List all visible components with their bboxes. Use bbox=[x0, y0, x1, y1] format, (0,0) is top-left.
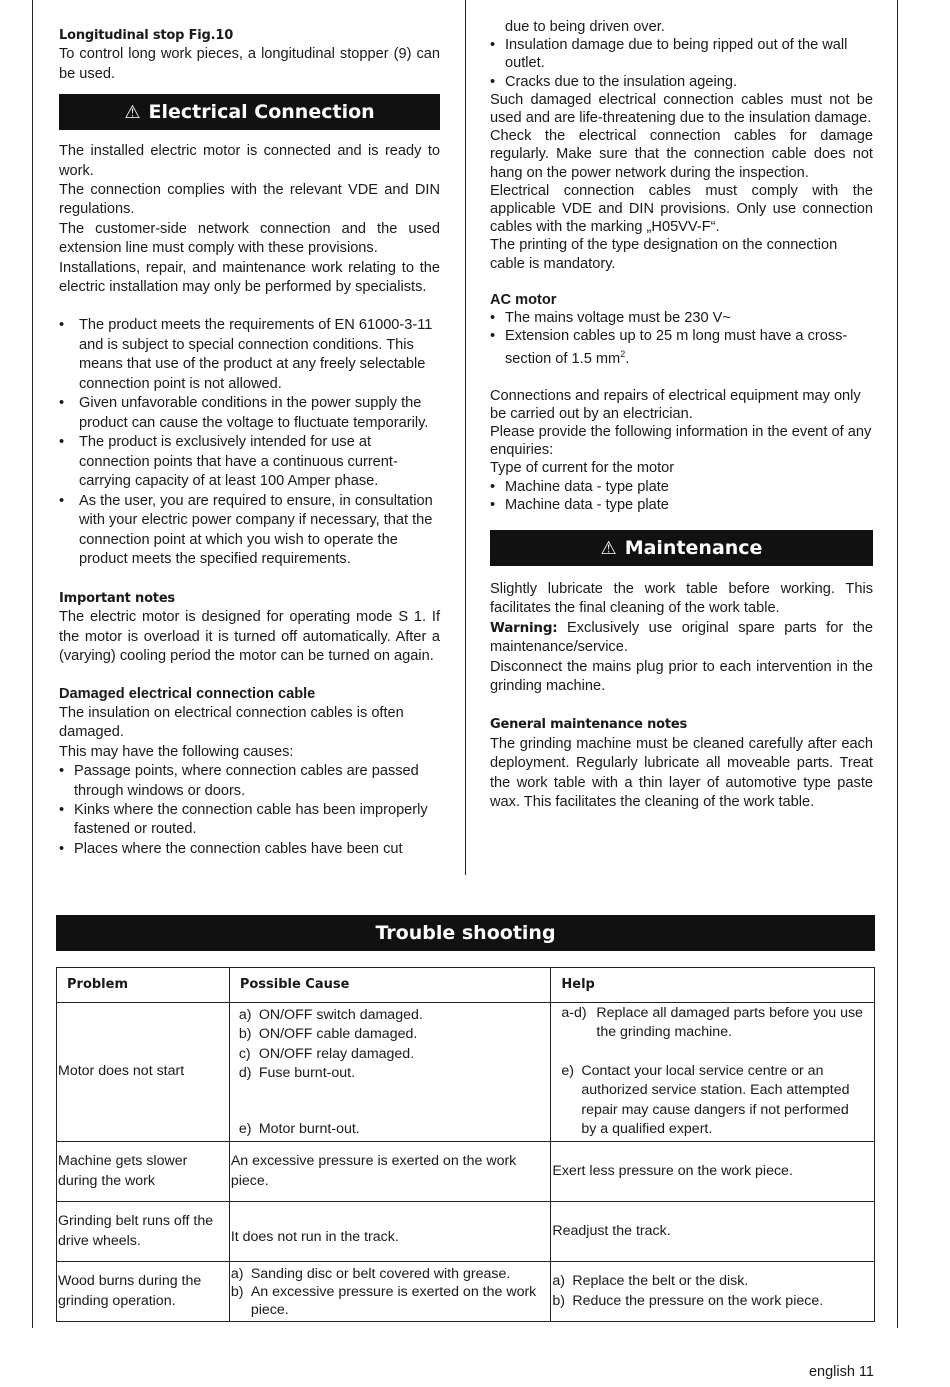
elec-paragraph: The installed electric motor is connected and is ready to work. bbox=[59, 143, 440, 179]
connections-paragraph: Connections and repairs of electrical equipment may only be carried out by an electrician. bbox=[490, 387, 861, 422]
cause-item: c) ON/OFF relay damaged. bbox=[238, 1045, 415, 1062]
superscript-2: 2 bbox=[620, 349, 626, 360]
requirements-list bbox=[59, 316, 440, 570]
help-item: a-d) Replace all damaged parts before you use the grinding machine. bbox=[561, 1005, 863, 1041]
electrical-intro bbox=[59, 142, 440, 297]
important-notes-text: The electric motor is designed for operating mode S 1. If the motor is overload it is turned off automatically. After a (varying) cooling period the motor can be turned on again. bbox=[59, 609, 440, 665]
electrical-connection-banner bbox=[59, 94, 440, 130]
list-item: • Passage points, where connection cables are passed through windows or doors. bbox=[59, 762, 440, 801]
general-maintenance-text: The grinding machine must be cleaned carefully after each deployment. Regularly lubricate all moveable parts. Treat the work table with a thin layer of automotive type paste wax. This facilitates the cleaning of the work table. bbox=[490, 735, 873, 810]
list-item: • The product meets the requirements of EN 61000-3-11 and is subject to special connection conditions. This means that use of the product at any freely selectable connection point is not allowed. bbox=[59, 316, 440, 394]
damaged-cable-text: The insulation on electrical connection cables is often damaged. bbox=[59, 705, 404, 741]
damaged-cable-text: This may have the following causes: bbox=[59, 743, 294, 760]
cable-paragraph: The printing of the type designation on the connection cable is mandatory. bbox=[490, 237, 838, 272]
column-header-help: Help bbox=[551, 968, 875, 1003]
problem-cell: Motor does not start bbox=[57, 1003, 230, 1142]
column-divider bbox=[465, 0, 466, 875]
left-margin-rule bbox=[32, 0, 33, 1328]
connections-paragraph: Please provide the following information in the event of any enquiries: bbox=[490, 423, 872, 459]
continued-line: due to being driven over. bbox=[505, 19, 665, 35]
page-footer: english 11 bbox=[808, 1364, 874, 1380]
problem-cell: Wood burns during the grinding operation. bbox=[57, 1262, 230, 1322]
trouble-shooting-banner bbox=[56, 915, 875, 951]
cause-item: a) ON/OFF switch damaged. bbox=[238, 1007, 423, 1023]
column-header-problem: Problem bbox=[57, 968, 230, 1003]
enquiry-list bbox=[490, 478, 873, 514]
help-cell bbox=[551, 1262, 875, 1322]
maintenance-body bbox=[490, 580, 873, 812]
help-item: a) Replace the belt or the disk. bbox=[552, 1273, 749, 1290]
cause-item: d) Fuse burnt-out. bbox=[238, 1065, 356, 1082]
table-row bbox=[57, 1202, 875, 1262]
elec-paragraph: Installations, repair, and maintenance work relating to the electric installation may only be performed by specialists. bbox=[59, 259, 440, 296]
trouble-shooting-title: Trouble shooting bbox=[375, 922, 556, 944]
warning-triangle-icon: ⚠ bbox=[600, 537, 617, 559]
maintenance-title: Maintenance bbox=[624, 536, 763, 559]
ac-motor-list bbox=[490, 309, 873, 368]
list-item: • As the user, you are required to ensure, in consultation with your electric power company if necessary, that the connection point at which you wish to operate the product meets the specified requirements. bbox=[59, 492, 440, 570]
cable-paragraph: Such damaged electrical connection cables must not be used and are life-threatening due to the insulation damage. bbox=[490, 91, 873, 127]
help-item: e) Contact your local service centre or an authorized service station. Each attempted repair may cause dangers if not performed by a qualified expert. bbox=[561, 1062, 850, 1138]
electrical-connection-title: Electrical Connection bbox=[148, 101, 375, 124]
cable-paragraph: Electrical connection cables must comply with the applicable VDE and DIN provisions. Only use connection cables with the marking „H05VV-F“. bbox=[490, 182, 873, 236]
cause-item: e) Motor burnt-out. bbox=[238, 1120, 360, 1137]
warning-label: Warning: bbox=[490, 619, 558, 636]
warning-text: Exclusively use original spare parts for the maintenance/service. bbox=[490, 619, 873, 656]
problem-cell: Machine gets slower during the work bbox=[57, 1142, 230, 1202]
list-item: • The product is exclusively intended for use at connection points that have a continuous current-carrying capacity of at least 100 Amper phase. bbox=[59, 433, 440, 492]
warning-triangle-icon: ⚠ bbox=[124, 102, 141, 124]
list-item: • Given unfavorable conditions in the power supply the product can cause the voltage to fluctuate temporarily. bbox=[59, 394, 440, 433]
maintenance-paragraph: Disconnect the mains plug prior to each intervention in the grinding machine. bbox=[490, 658, 873, 694]
damage-causes-list bbox=[59, 762, 440, 859]
ac-motor-heading: AC motor bbox=[490, 291, 557, 308]
elec-paragraph: The customer-side network connection and the used extension line must comply with these provisions. bbox=[59, 220, 440, 257]
help-cell: Exert less pressure on the work piece. bbox=[551, 1142, 875, 1202]
table-header-row bbox=[57, 968, 875, 1003]
cause-item: b) An excessive pressure is exerted on the work piece. bbox=[230, 1283, 537, 1318]
elec-paragraph: The connection complies with the relevant VDE and DIN regulations. bbox=[59, 182, 440, 218]
cause-cell: It does not run in the track. bbox=[229, 1202, 551, 1262]
table-row bbox=[57, 1262, 875, 1322]
list-item: • Places where the connection cables have been cut bbox=[59, 840, 440, 859]
maintenance-banner bbox=[490, 530, 873, 566]
extension-cable-text: Extension cables up to 25 m long must have a cross-section of 1.5 mm bbox=[505, 328, 848, 368]
general-maintenance-heading: General maintenance notes bbox=[490, 717, 688, 733]
left-column bbox=[59, 26, 440, 859]
cause-item: b) ON/OFF cable damaged. bbox=[238, 1026, 418, 1043]
column-header-cause: Possible Cause bbox=[229, 968, 551, 1003]
list-item: • The mains voltage must be 230 V~ bbox=[490, 309, 873, 327]
cause-cell: An excessive pressure is exerted on the work piece. bbox=[229, 1142, 551, 1202]
damage-causes-cont-list bbox=[490, 36, 873, 91]
cause-cell bbox=[229, 1003, 551, 1142]
longitudinal-stop-heading: Longitudinal stop Fig.10 bbox=[59, 28, 234, 43]
table-row bbox=[57, 1142, 875, 1202]
cause-cell bbox=[229, 1262, 551, 1322]
list-item: • Kinks where the connection cable has been improperly fastened or routed. bbox=[59, 801, 440, 840]
sentence-end: . bbox=[625, 351, 630, 368]
help-item: b) Reduce the pressure on the work piece. bbox=[552, 1292, 824, 1309]
problem-cell: Grinding belt runs off the drive wheels. bbox=[57, 1202, 230, 1262]
list-item: • Cracks due to the insulation ageing. bbox=[490, 73, 873, 91]
help-cell: Readjust the track. bbox=[551, 1202, 875, 1262]
damaged-cable-heading: Damaged electrical connection cable bbox=[59, 685, 316, 702]
cable-paragraph: Check the electrical connection cables for damage regularly. Make sure that the connection cable does not hang on the power network during the inspection. bbox=[490, 128, 873, 181]
list-item: • Machine data - type plate bbox=[490, 478, 873, 496]
list-item: • Machine data - type plate bbox=[490, 496, 873, 514]
right-margin-rule bbox=[897, 0, 898, 1328]
trouble-shooting-table bbox=[56, 967, 875, 1322]
cause-item: a) Sanding disc or belt covered with grease. bbox=[230, 1265, 511, 1282]
right-column bbox=[490, 18, 873, 812]
longitudinal-stop-text: To control long work pieces, a longitudinal stopper (9) can be used. bbox=[59, 46, 440, 82]
maintenance-warning bbox=[490, 619, 873, 658]
table-row bbox=[57, 1003, 875, 1142]
list-item: • Insulation damage due to being ripped out of the wall outlet. bbox=[490, 36, 873, 72]
important-notes-heading: Important notes bbox=[59, 590, 175, 606]
maintenance-paragraph: Slightly lubricate the work table before working. This facilitates the final cleaning of the work table. bbox=[490, 580, 873, 617]
help-cell bbox=[551, 1003, 875, 1142]
connections-paragraph: Type of current for the motor bbox=[490, 460, 675, 477]
list-item bbox=[490, 327, 873, 368]
